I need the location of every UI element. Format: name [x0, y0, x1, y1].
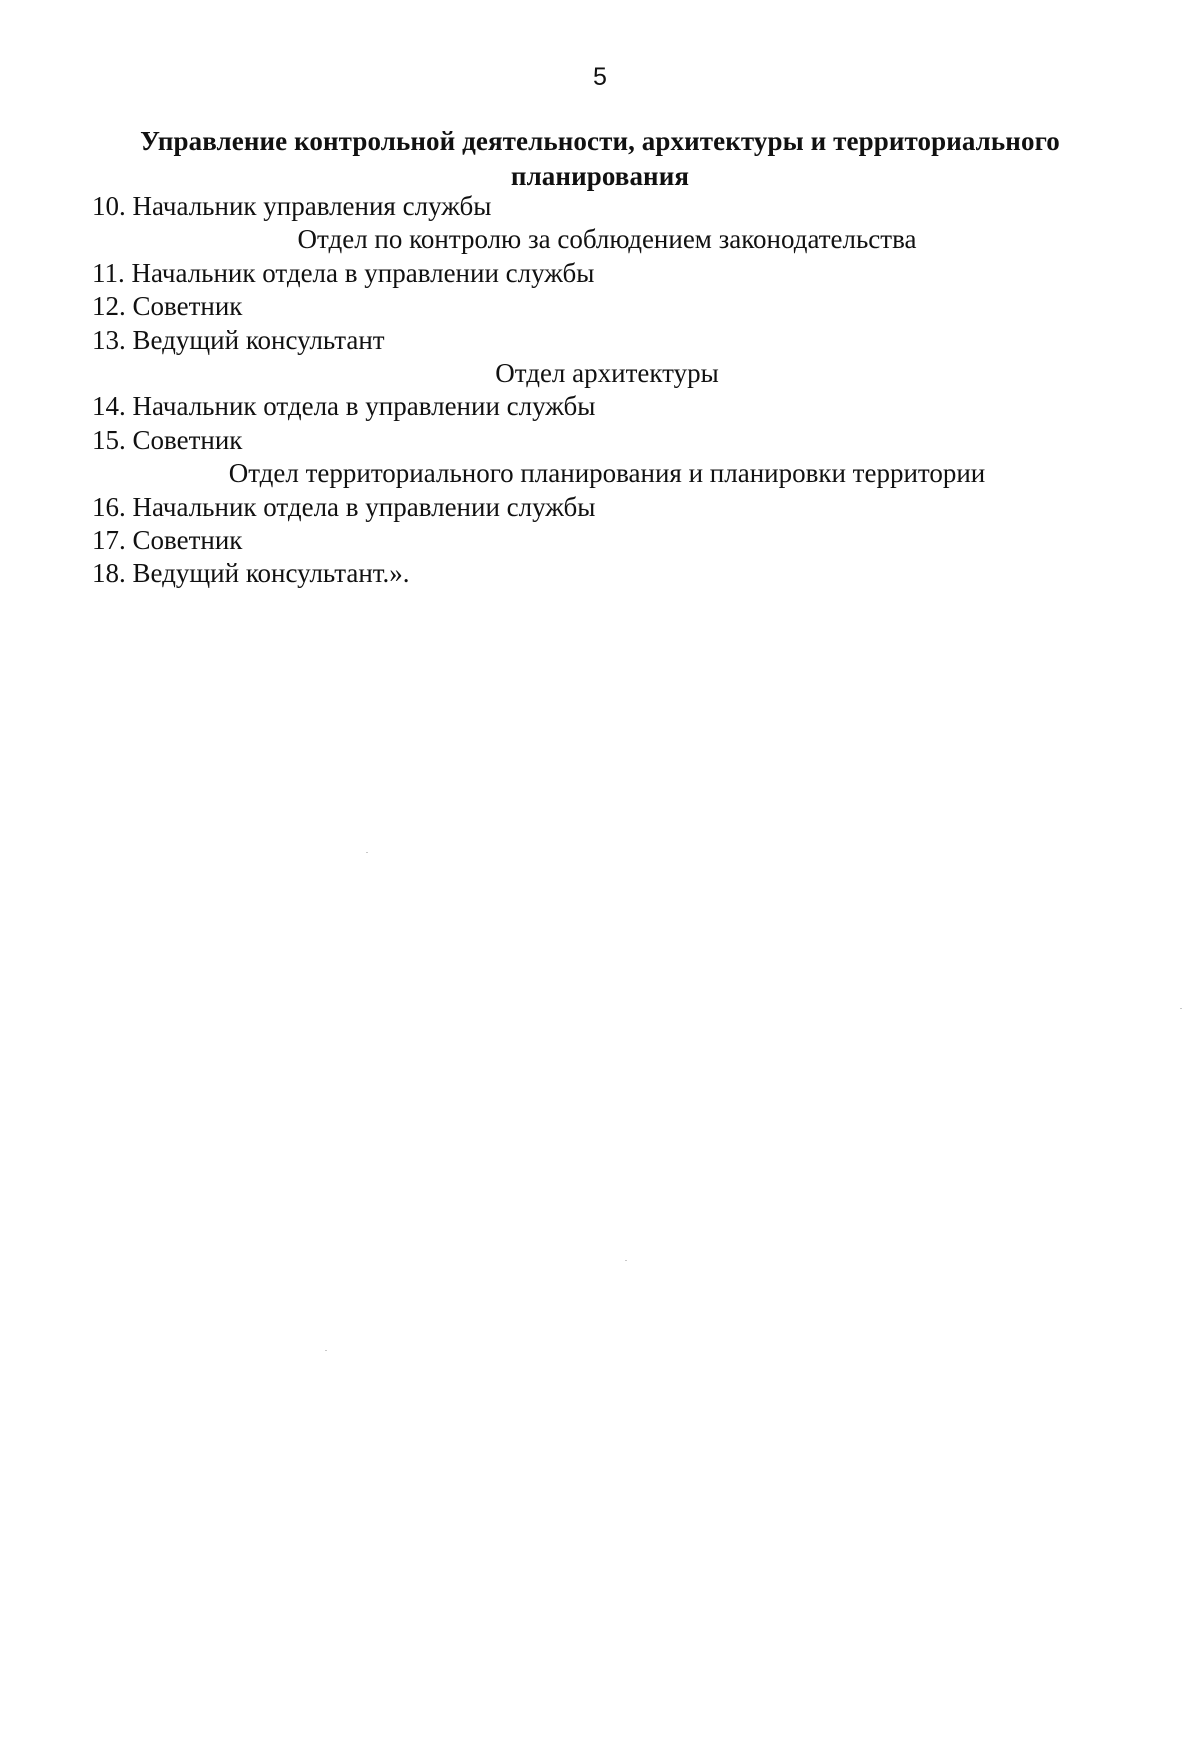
section-heading: Управление контрольной деятельности, архитектуры и территориального планирования: [140, 126, 1060, 191]
list-item: 18. Ведущий консультант.».: [92, 558, 410, 589]
position-list: [92, 190, 1122, 591]
department-heading: Отдел архитектуры: [495, 357, 719, 388]
list-item: 10. Начальник управления службы: [92, 191, 492, 221]
department-heading: Отдел территориального планирования и планировки территории: [228, 458, 986, 489]
list-item: 12. Советник: [92, 291, 243, 322]
list-item: 16. Начальник отдела в управлении службы: [92, 491, 596, 522]
scan-speck: [625, 1260, 627, 1261]
list-item: 14. Начальник отдела в управлении службы: [92, 391, 596, 422]
list-item: 13. Ведущий консультант: [92, 324, 385, 355]
scan-speck: [366, 852, 368, 853]
page-number: 5: [593, 63, 607, 91]
list-item: 11. Начальник отдела в управлении службы: [92, 257, 595, 288]
list-item: 15. Советник: [92, 424, 243, 455]
scan-speck: [325, 1350, 327, 1351]
department-heading: Отдел по контролю за соблюдением законодательства: [297, 224, 917, 255]
list-item: 17. Советник: [92, 524, 243, 555]
scan-speck: [1180, 1008, 1182, 1009]
